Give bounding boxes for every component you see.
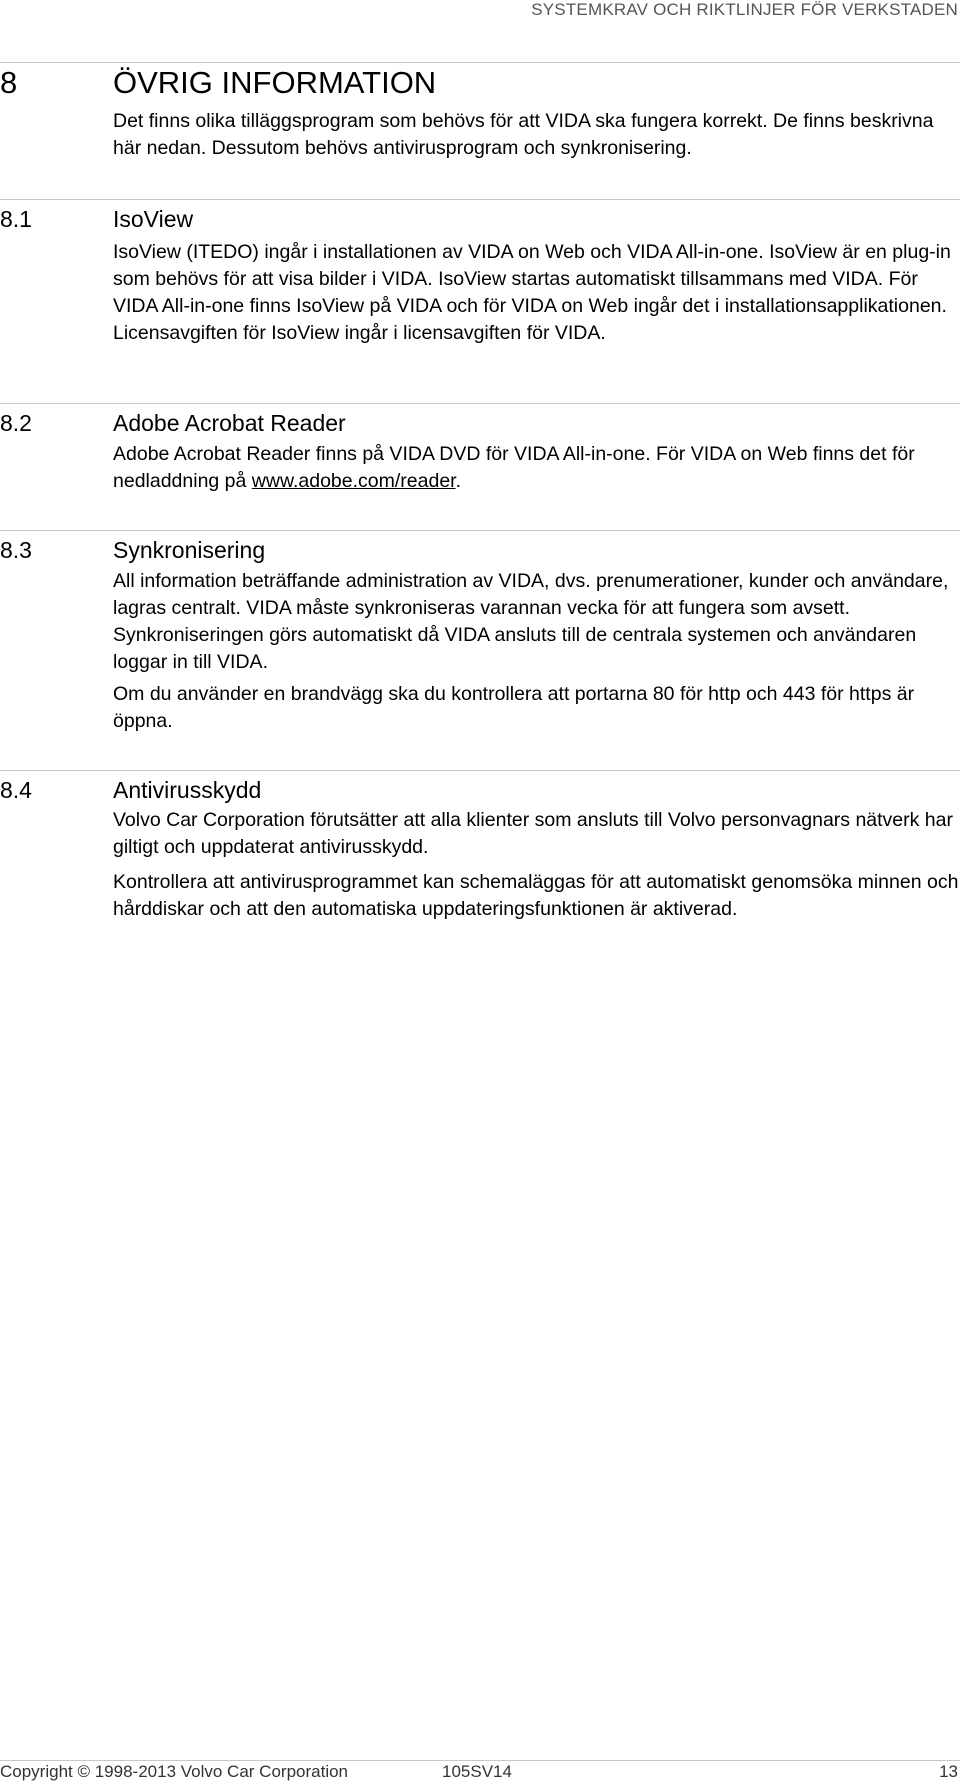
running-header: SYSTEMKRAV OCH RIKTLINJER FÖR VERKSTADEN xyxy=(531,0,958,19)
section-heading-adobe xyxy=(0,403,960,440)
chapter-number: 8 xyxy=(0,65,18,100)
adobe-text-end: . xyxy=(455,470,461,492)
footer-page-number: 13 xyxy=(939,1762,958,1781)
section-number: 8.3 xyxy=(0,537,32,563)
section-title: Antivirusskydd xyxy=(113,777,262,803)
chapter-intro: Det finns olika tilläggsprogram som behövs för att VIDA ska fungera korrekt. De finns beskrivna här nedan. Dessutom behövs antivirusprogram och synkronisering. xyxy=(113,110,934,159)
section-title: Adobe Acrobat Reader xyxy=(113,410,346,436)
adobe-reader-link[interactable]: www.adobe.com/reader xyxy=(251,470,456,492)
isoview-paragraph: IsoView (ITEDO) ingår i installationen av VIDA on Web och VIDA All-in-one. IsoView är en plug-in som behövs för att visa bilder i VIDA. IsoView startas automatiskt tillsammans med VIDA. För VIDA All-in-one finns IsoView på VIDA och för VIDA on Web ingår det i installationsapplikationen. Licensavgiften för IsoView ingår i licensavgiften för VIDA. xyxy=(113,241,951,344)
section-heading-sync xyxy=(0,530,960,567)
footer-document-id: 105SV14 xyxy=(442,1762,512,1781)
section-heading-isoview xyxy=(0,199,960,236)
chapter-heading xyxy=(0,62,960,105)
section-title: IsoView xyxy=(113,206,194,232)
page-footer xyxy=(0,1760,960,1783)
section-heading-antivirus xyxy=(0,770,960,807)
sync-paragraph-2: Om du använder en brandvägg ska du kontrollera att portarna 80 för http och 443 för https är öppna. xyxy=(113,683,915,732)
section-number: 8.2 xyxy=(0,410,32,436)
section-title: Synkronisering xyxy=(113,537,266,563)
sync-paragraph-1: All information beträffande administration av VIDA, dvs. prenumerationer, kunder och användare, lagras centralt. VIDA måste synkroniseras varannan vecka för att fungera som avsett. Synkroniseringen görs automatiskt då VIDA ansluts till de centrala systemen och användaren loggar in till VIDA. xyxy=(113,570,949,673)
section-number: 8.1 xyxy=(0,206,32,232)
adobe-text: Adobe Acrobat Reader finns på VIDA DVD för VIDA All-in-one. För VIDA on Web finns det för nedladdning på xyxy=(113,443,915,492)
adobe-paragraph xyxy=(113,441,960,495)
chapter-title: ÖVRIG INFORMATION xyxy=(113,65,437,100)
antivirus-paragraph-1: Volvo Car Corporation förutsätter att alla klienter som ansluts till Volvo personvagnars nätverk har giltigt och uppdaterat antivirusskydd. xyxy=(113,809,953,858)
antivirus-paragraph-2: Kontrollera att antivirusprogrammet kan schemaläggas för att automatiskt genomsöka minnen och hårddiskar och att den automatiska uppdateringsfunktionen är aktiverad. xyxy=(113,871,959,920)
section-number: 8.4 xyxy=(0,777,32,803)
footer-copyright: Copyright © 1998-2013 Volvo Car Corporation xyxy=(0,1762,349,1781)
